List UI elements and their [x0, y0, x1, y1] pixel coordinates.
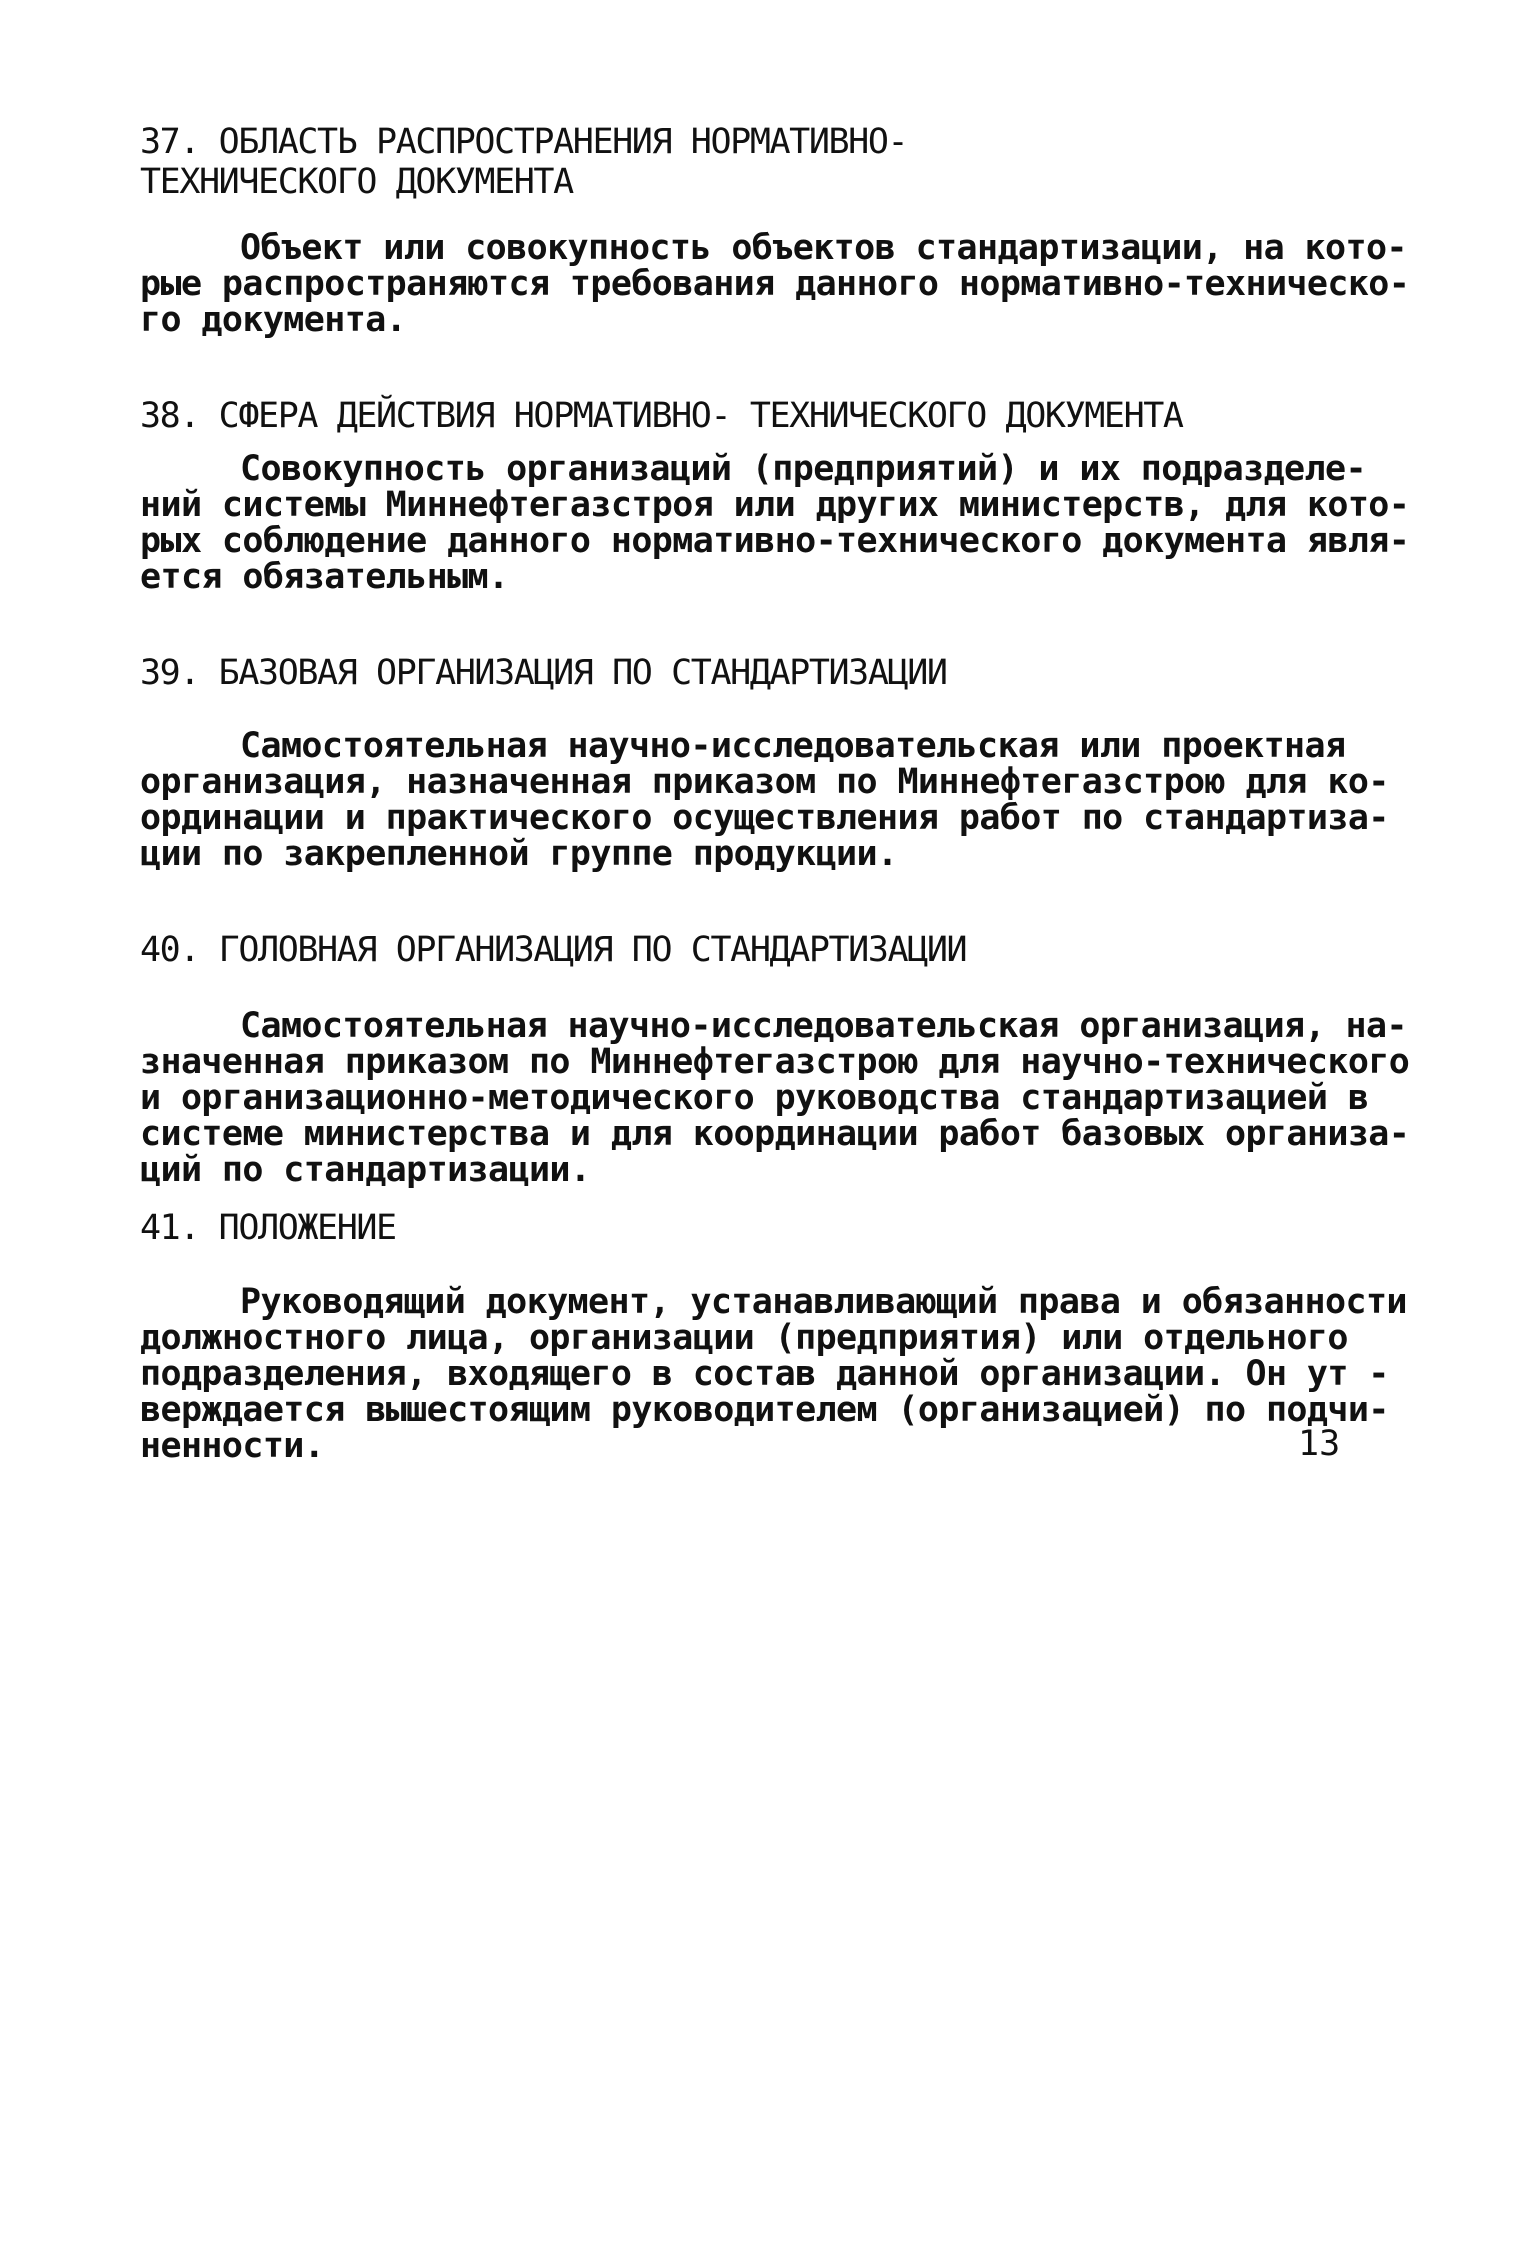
- section-40-text-line-5: ций по стандартизации.: [140, 1150, 591, 1190]
- section-41-text-line-4: верждается вышестоящим руководителем (организацией) по подчи-: [140, 1390, 1389, 1430]
- section-38-text-line-1: Совокупность организаций (предприятий) и их подразделе-: [240, 449, 1366, 489]
- section-41-text-line-3: подразделения, входящего в состав данной организации. Он ут -: [140, 1354, 1389, 1394]
- section-38-heading: 38. СФЕРА ДЕЙСТВИЯ НОРМАТИВНО- ТЕХНИЧЕСКОГО ДОКУМЕНТА: [140, 396, 1183, 436]
- section-41-heading: 41. ПОЛОЖЕНИЕ: [140, 1208, 396, 1248]
- section-40-text-line-1: Самостоятельная научно-исследовательская организация, на-: [240, 1006, 1407, 1046]
- section-41-text-line-2: должностного лица, организации (предприятия) или отдельного: [140, 1318, 1348, 1358]
- section-41-text-line-1: Руководящий документ, устанавливающий права и обязанности: [240, 1282, 1407, 1322]
- section-40-heading: 40. ГОЛОВНАЯ ОРГАНИЗАЦИЯ ПО СТАНДАРТИЗАЦИИ: [140, 930, 967, 970]
- section-38-text-line-2: ний системы Миннефтегазстроя или других министерств, для кото-: [140, 485, 1410, 525]
- section-41-text-line-5: ненности.: [140, 1426, 325, 1466]
- section-39-heading: 39. БАЗОВАЯ ОРГАНИЗАЦИЯ ПО СТАНДАРТИЗАЦИИ: [140, 653, 947, 693]
- section-39-text-line-4: ции по закрепленной группе продукции.: [140, 834, 898, 874]
- section-37-heading-line-2: ТЕХНИЧЕСКОГО ДОКУМЕНТА: [140, 162, 573, 202]
- section-39-text-line-1: Самостоятельная научно-исследовательская или проектная: [240, 726, 1346, 766]
- section-38-text-line-4: ется обязательным.: [140, 557, 509, 597]
- page-number: 13: [1298, 1424, 1341, 1464]
- section-37-text-line-1: Объект или совокупность объектов стандартизации, на кото-: [240, 228, 1407, 268]
- section-40-text-line-3: и организационно-методического руководства стандартизацией в: [140, 1078, 1369, 1118]
- section-40-text-line-4: системе министерства и для координации работ базовых организа-: [140, 1114, 1410, 1154]
- section-40-text-line-2: значенная приказом по Миннефтегазстрою для научно-технического: [140, 1042, 1410, 1082]
- section-39-text-line-3: ординации и практического осуществления работ по стандартиза-: [140, 798, 1389, 838]
- section-39-text-line-2: организация, назначенная приказом по Миннефтегазстрою для ко-: [140, 762, 1389, 802]
- section-37-heading-line-1: 37. ОБЛАСТЬ РАСПРОСТРАНЕНИЯ НОРМАТИВНО-: [140, 122, 908, 162]
- section-37-text-line-2: рые распространяются требования данного нормативно-техническо-: [140, 264, 1410, 304]
- section-38-text-line-3: рых соблюдение данного нормативно-технического документа явля-: [140, 521, 1410, 561]
- section-37-text-line-3: го документа.: [140, 300, 407, 340]
